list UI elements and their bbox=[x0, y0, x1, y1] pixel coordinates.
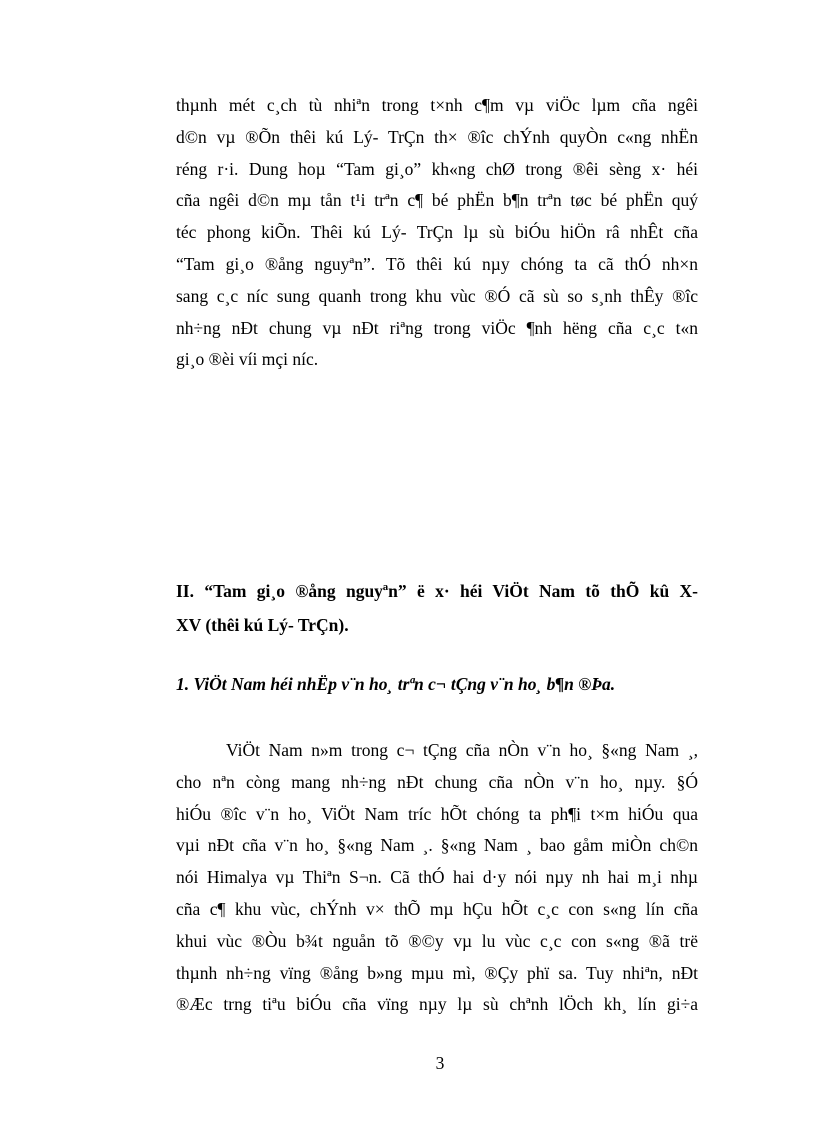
text-line: thµnh nh÷ng vïng ®ång b»ng mµu mì, ®Çy phï sa. Tuy nhiªn, nÐt bbox=[176, 962, 698, 983]
text-line: khui vùc ®Òu b¾t nguån tõ ®©y vµ lu vùc c¸c con s«ng ®ã trë bbox=[176, 930, 698, 951]
text-line: ViÖt Nam n»m trong c¬ tÇng cña nÒn v¨n ho¸ §«ng Nam ¸, bbox=[226, 740, 698, 760]
section-heading-line: II. “Tam gi¸o ®ång nguyªn” ë x· héi ViÖt Nam tõ thÕ kû X- bbox=[176, 581, 698, 601]
text-line: cña ngêi d©n mµ tån t¹i trªn c¶ bé phËn b¶n trªn tøc bé phËn quý bbox=[176, 190, 698, 211]
text-line: thµnh mét c¸ch tù nhiªn trong t×nh c¶m vµ viÖc lµm cña ngêi bbox=[176, 95, 698, 115]
text-line: d©n vµ ®Õn thêi kú Lý- TrÇn th× ®îc chÝnh quyÒn c«ng nhËn bbox=[176, 126, 698, 147]
text-line: “Tam gi¸o ®ång nguyªn”. Tõ thêi kú nµy chóng ta cã thÓ nh×n bbox=[176, 253, 698, 274]
text-line: nói Himalya vµ Thiªn S¬n. Cã thÓ hai d·y nói nµy nh hai m¸i nhµ bbox=[176, 867, 698, 888]
body-paragraph bbox=[176, 735, 698, 1021]
text-line: nh÷ng nÐt chung vµ nÐt riªng trong viÖc ¶nh hëng cña c¸c t«n bbox=[176, 317, 698, 338]
page-number: 3 bbox=[435, 1053, 445, 1073]
text-line: vµi nÐt cña v¨n ho¸ §«ng Nam ¸. §«ng Nam ¸ bao gåm miÒn ch©n bbox=[176, 835, 698, 856]
text-line: cña c¶ khu vùc, chÝnh v× thÕ mµ hÇu hÕt c¸c con s«ng lín cña bbox=[176, 898, 698, 919]
text-line: téc phong kiÕn. Thêi kú Lý- TrÇn lµ sù biÓu hiÖn râ nhÊt cña bbox=[176, 222, 698, 243]
text-line: réng r·i. Dung hoµ “Tam gi¸o” kh«ng chØ trong ®êi sèng x· héi bbox=[176, 158, 698, 179]
text-line: gi¸o ®èi víi mçi níc. bbox=[176, 349, 319, 370]
text-line: cho nªn còng mang nh÷ng nÐt chung cña nÒn v¨n ho¸ nµy. §Ó bbox=[176, 771, 698, 792]
section-heading bbox=[176, 574, 698, 642]
subsection-heading: 1. ViÖt Nam héi nhËp v¨n ho¸ trªn c¬ tÇng v¨n ho¸ b¶n ®Þa. bbox=[176, 674, 616, 694]
text-line: ®Æc trng tiªu biÓu cña vïng nµy lµ sù chªnh lÖch kh¸ lín gi÷a bbox=[176, 994, 698, 1015]
text-line: sang c¸c níc sung quanh trong khu vùc ®Ó cã sù so s¸nh thÊy ®îc bbox=[176, 285, 698, 306]
section-heading-line: XV (thêi kú Lý- TrÇn). bbox=[176, 615, 349, 635]
body-paragraph bbox=[176, 90, 698, 376]
text-line: hiÓu ®îc v¨n ho¸ ViÖt Nam tríc hÕt chóng ta ph¶i t×m hiÓu qua bbox=[176, 803, 698, 824]
